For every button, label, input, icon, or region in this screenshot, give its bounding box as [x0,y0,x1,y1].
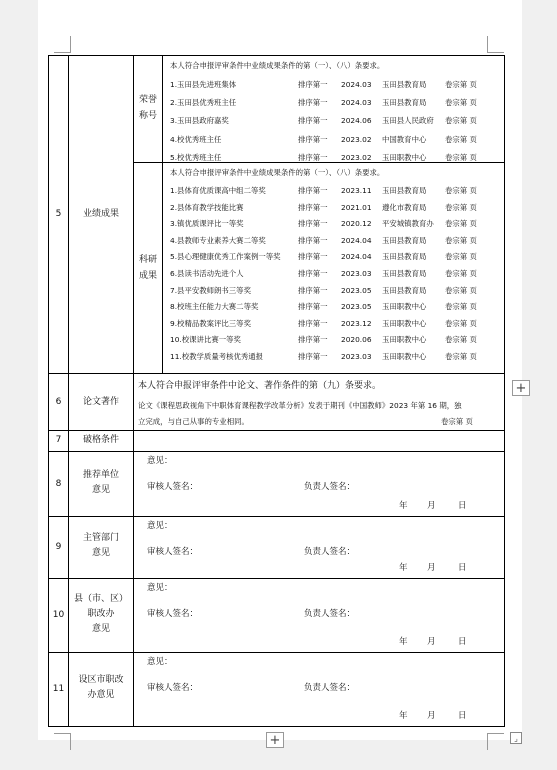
research-name: 7.县平安教师朗书三等奖 [170,285,251,295]
honor-rank: 排序第一 [298,152,328,162]
research-org: 玉田职教中心 [382,302,427,312]
research-intro: 本人符合申报评审条件中业绩成果条件的第（一）、（八）条要求。 [170,168,385,177]
research-date: 2023.12 [341,318,372,328]
research-rank: 排序第一 [298,252,328,262]
research-org: 遵化市教育局 [382,202,427,212]
honor-label-line: 称号 [138,111,157,121]
research-page: 卷宗第 页 [445,269,477,278]
research-org: 玉田县教育局 [382,269,427,278]
opinion-label: 意见： [147,521,173,531]
research-label-line: 成果 [138,271,157,281]
research-name: 1.县体育优质课高中组二等奖 [170,186,266,195]
opinion-label: 意见： [147,456,173,466]
date-year: 年 [399,501,408,511]
honor-name: 3.玉田县政府嘉奖 [170,116,229,126]
row-title-line: 县（市、区） [73,593,128,604]
honor-label [134,94,162,122]
research-date: 2020.12 [341,219,372,229]
research-org: 平安城镇教育办 [382,219,434,229]
honor-label-line: 荣誉 [138,95,157,105]
leader-signature-label: 负责人签名： [304,683,356,693]
research-page: 卷宗第 页 [445,352,477,361]
research-rank: 排序第一 [298,285,328,295]
row-number: 8 [55,478,62,489]
row-title-line: 推荐单位 [82,469,119,480]
row-title-line: 意见 [91,548,110,558]
research-name: 4.县教师专业素养大赛二等奖 [170,235,266,245]
research-page: 卷宗第 页 [445,318,477,328]
research-page: 卷宗第 页 [445,335,477,345]
research-name: 6.县读书活动先进个人 [170,269,244,278]
research-name: 5.县心理健康优秀工作案例一等奖 [170,252,281,262]
honor-date: 2024.06 [341,116,372,126]
opinion-input-area[interactable] [134,516,504,578]
date-year: 年 [399,563,408,573]
opinion-input-area[interactable] [134,578,504,652]
honor-page: 卷宗第 页 [445,134,477,144]
row-number: 10 [52,610,65,620]
research-page: 卷宗第 页 [445,219,477,229]
date-month: 月 [427,637,436,647]
research-name: 8.校班主任能力大赛二等奖 [170,302,259,312]
row-title-line: 意见 [91,484,110,495]
research-page: 卷宗第 页 [445,285,477,295]
honor-date: 2023.02 [341,134,372,144]
row-title: 业绩成果 [82,209,119,219]
row-title: 破格条件 [82,435,119,445]
date-day: 日 [458,637,467,647]
row-title-line: 意见 [91,623,110,634]
row-number: 9 [55,542,62,552]
research-rank: 排序第一 [298,318,328,328]
research-page: 卷宗第 页 [445,235,477,245]
honor-rank: 排序第一 [298,116,328,126]
row-number: 5 [55,209,62,219]
crop-mark-top-left [54,36,71,53]
honor-page: 卷宗第 页 [445,98,477,108]
research-rank: 排序第一 [298,335,328,345]
research-rank: 排序第一 [298,302,328,312]
honor-org: 中国教育中心 [382,134,427,144]
research-date: 2023.05 [341,302,372,312]
honor-name: 1.玉田县先进班集体 [170,80,237,89]
honor-name: 5.校优秀班主任 [170,152,222,162]
opinion-label: 意见： [147,657,173,667]
paper-file-page: 卷宗第 页 [441,417,473,426]
date-day: 日 [458,711,467,721]
application-form-table [48,55,505,727]
honor-org: 玉田职教中心 [382,152,427,162]
row-title-line: 设区市职改 [78,675,124,685]
research-org: 玉田职教中心 [382,335,427,345]
research-org: 玉田职教中心 [382,318,427,328]
research-page: 卷宗第 页 [445,252,477,262]
research-org: 玉田县教育局 [382,186,427,195]
leader-signature-label: 负责人签名： [304,482,356,492]
paper-intro: 本人符合申报评审条件中论文、著作条件的第（九）条要求。 [138,381,382,391]
honor-date: 2023.02 [341,152,372,162]
research-org: 玉田职教中心 [382,352,427,361]
honor-name: 4.校优秀班主任 [170,134,222,144]
reviewer-signature-label: 审核人签名： [147,547,199,557]
honor-rank: 排序第一 [298,80,328,89]
table-resize-icon[interactable]: ⌟ [510,732,522,744]
col-line [162,56,163,373]
honor-date: 2024.03 [341,80,372,89]
research-rank: 排序第一 [298,352,328,361]
research-date: 2024.04 [341,235,372,245]
honor-page: 卷宗第 页 [445,152,477,162]
leader-signature-label: 负责人签名： [304,547,356,557]
honor-page: 卷宗第 页 [445,116,477,126]
date-day: 日 [458,563,467,573]
reviewer-signature-label: 审核人签名： [147,482,199,492]
crop-mark-bottom-right [487,733,504,750]
add-column-button[interactable]: + [512,380,530,396]
research-label-line: 科研 [138,255,157,265]
row-line [133,162,504,163]
date-day: 日 [458,501,467,511]
crop-mark-top-right [487,36,504,53]
research-name: 9.校精品教案评比三等奖 [170,318,251,328]
research-rank: 排序第一 [298,219,328,229]
reviewer-signature-label: 审核人签名： [147,609,199,619]
honor-org: 玉田县教育局 [382,98,427,108]
research-name: 10.校课讲比赛一等奖 [170,335,241,345]
date-month: 月 [427,563,436,573]
add-row-button[interactable]: + [266,732,284,748]
paper-detail-line1: 论文《课程思政视角下中职体育课程教学改革分析》发表于期刊《中国教师》2023 年第 16 期，独 [138,401,462,410]
row-title-line: 主管部门 [82,533,119,543]
research-name: 11.校教学质量考核优秀通报 [170,352,264,361]
date-year: 年 [399,711,408,721]
research-page: 卷宗第 页 [445,302,477,312]
row-number: 6 [55,397,62,407]
research-org: 玉田县教育局 [382,285,427,295]
research-org: 玉田县教育局 [382,235,427,245]
research-date: 2023.11 [341,186,372,195]
opinion-input-area[interactable] [134,652,504,726]
row-number: 11 [52,684,65,694]
research-date: 2021.01 [341,202,372,212]
honor-org: 玉田县人民政府 [382,116,434,126]
research-rank: 排序第一 [298,202,328,212]
paper-detail-line2: 立完成，与自己从事的专业相同。 [138,417,249,426]
exception-conditions-field[interactable] [134,431,504,451]
research-label [134,254,162,282]
research-page: 卷宗第 页 [445,202,477,212]
reviewer-signature-label: 审核人签名： [147,683,199,693]
honor-page: 卷宗第 页 [445,80,477,89]
date-month: 月 [427,711,436,721]
date-month: 月 [427,501,436,511]
research-rank: 排序第一 [298,269,328,278]
row-line [49,373,504,374]
research-date: 2023.03 [341,269,372,278]
research-rank: 排序第一 [298,235,328,245]
row-title-line: 办意见 [87,690,115,700]
opinion-label: 意见： [147,583,173,593]
research-date: 2023.05 [341,285,372,295]
research-date: 2023.03 [341,352,372,361]
honor-org: 玉田县教育局 [382,80,427,89]
honor-name: 2.玉田县优秀班主任 [170,98,237,108]
research-name: 3.镇优质课评比一等奖 [170,219,244,229]
honor-rank: 排序第一 [298,98,328,108]
honor-rank: 排序第一 [298,134,328,144]
research-page: 卷宗第 页 [445,186,477,195]
row-number: 7 [55,435,62,445]
leader-signature-label: 负责人签名： [304,609,356,619]
research-date: 2020.06 [341,335,372,345]
research-date: 2024.04 [341,252,372,262]
row-title-line: 职改办 [87,608,115,619]
row-title: 论文著作 [82,397,119,407]
date-year: 年 [399,637,408,647]
research-rank: 排序第一 [298,186,328,195]
research-name: 2.县体育教学技能比赛 [170,202,244,212]
honor-intro: 本人符合申报评审条件中业绩成果条件的第（一）、（八）条要求。 [170,61,385,70]
research-org: 玉田县教育局 [382,252,427,262]
honor-date: 2024.03 [341,98,372,108]
opinion-input-area[interactable] [134,451,504,516]
crop-mark-bottom-left [54,733,71,750]
